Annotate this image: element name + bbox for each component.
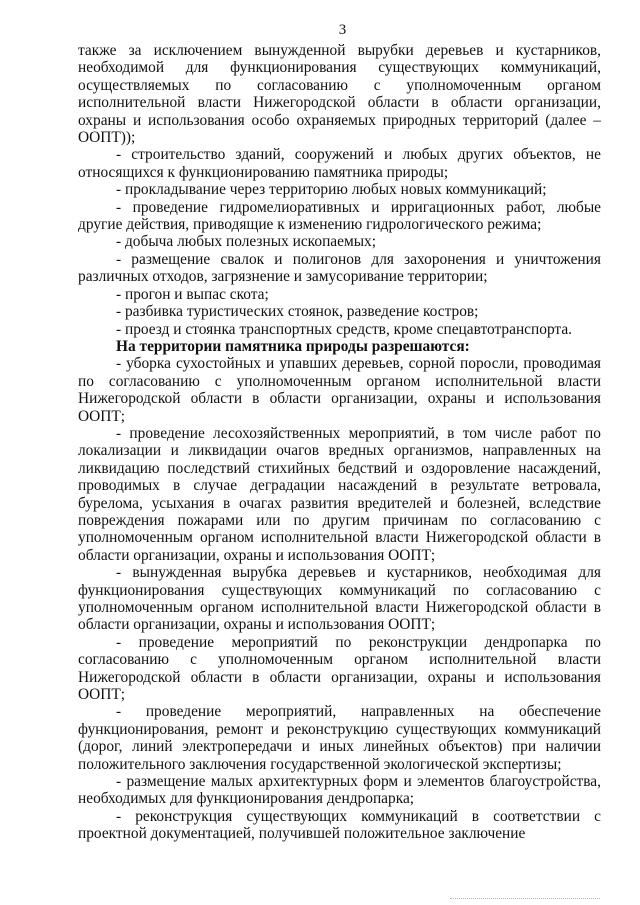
permitted-item-dendropark-reconstruction: - проведение мероприятий по реконструкции дендропарка по согласованию с уполномоченным органом исполнительной власти Нижегородской области в области организации, охраны и использования ООПТ; bbox=[78, 633, 601, 704]
page-number: 3 bbox=[338, 22, 347, 38]
prohibited-item-grazing: - прогон и выпас скота; bbox=[116, 285, 269, 303]
scan-artifact-line bbox=[450, 898, 600, 903]
prohibited-item-hydromelioration: - проведение гидромелиоративных и ирригационных работ, любые другие действия, приводящие к изменению гидрологического режима; bbox=[78, 198, 601, 234]
section-heading-permitted: На территории памятника природы разрешаются: bbox=[116, 337, 470, 355]
permitted-item-communications-repair: - проведение мероприятий, направленных на обеспечение функционирования, ремонт и реконструкцию существующих коммуникаций (дорог, линий электропередачи и иных линейных объектов) при наличии положительного заключения государственной экологической экспертизы; bbox=[78, 703, 601, 773]
prohibited-item-mining: - добыча любых полезных ископаемых; bbox=[116, 233, 377, 251]
prohibited-item-vehicles: - проезд и стоянка транспортных средств, кроме спецавтотранспорта. bbox=[116, 320, 573, 338]
paragraph-continuation: также за исключением вынужденной вырубки деревьев и кустарников, необходимой для функционирования существующих коммуникаций, осуществляемых по согласованию с уполномоченным органом исполнительной власти Нижегородской области в области организации, охраны и использования особо охраняемых природных территорий (далее – ООПТ)); bbox=[78, 42, 601, 147]
permitted-item-felling: - вынужденная вырубка деревьев и кустарников, необходимая для функционирования существующих коммуникаций по согласованию с уполномоченным органом исполнительной власти Нижегородской области в области организации, охраны и использования ООПТ; bbox=[78, 564, 601, 634]
permitted-item-communications-reconstruction: - реконструкция существующих коммуникаций в соответствии с проектной документацией, получившей положительное заключение bbox=[78, 807, 601, 843]
permitted-item-small-forms: - размещение малых архитектурных форм и элементов благоустройства, необходимых для функционирования дендропарка; bbox=[78, 773, 601, 808]
permitted-item-forestry: - проведение лесохозяйственных мероприятий, в том числе работ по локализации и ликвидации очагов вредных организмов, направленных на ликвидацию последствий стихийных бедствий и оздоровление насаждений, проводимых в случае деградации насаждений в результате ветровала, бурелома, усыхания в очагах развития вредителей и болезней, вследствие повреждения пожарами или по другим причинам по согласованию с уполномоченным органом исполнительной власти Нижегородской области в области организации, охраны и использования ООПТ; bbox=[78, 424, 601, 564]
prohibited-item-dumps: - размещение свалок и полигонов для захоронения и уничтожения различных отходов, загрязнение и замусоривание территории; bbox=[78, 250, 601, 286]
prohibited-item-camping: - разбивка туристических стоянок, разведение костров; bbox=[116, 303, 479, 321]
prohibited-item-communications: - прокладывание через территорию любых новых коммуникаций; bbox=[116, 181, 547, 199]
permitted-item-cleanup: - уборка сухостойных и упавших деревьев, сорной поросли, проводимая по согласованию с уполномоченным органом исполнительной власти Нижегородской области в области организации, охраны и использования ООПТ; bbox=[78, 355, 601, 425]
prohibited-item-construction: - строительство зданий, сооружений и любых других объектов, не относящихся к функционированию памятника природы; bbox=[78, 146, 601, 181]
